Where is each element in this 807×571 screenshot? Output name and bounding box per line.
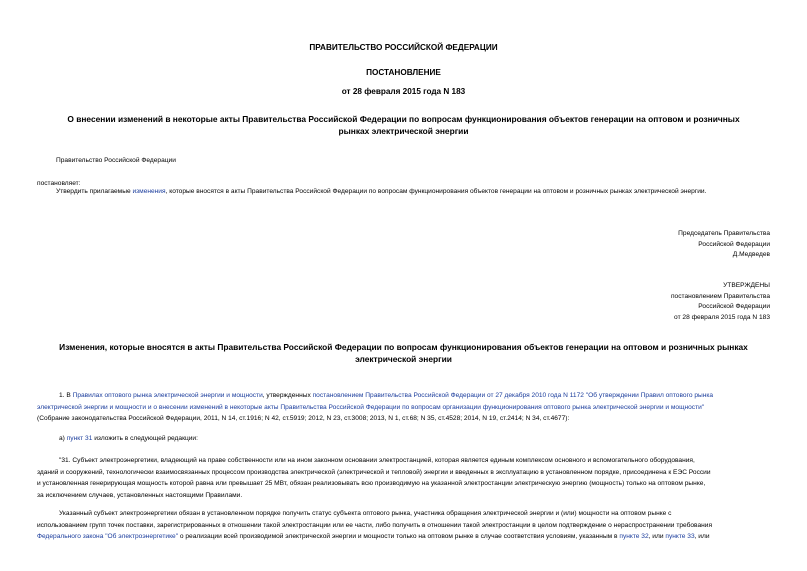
approved-block	[671, 281, 770, 323]
clause-32-link[interactable]: пункте 32	[619, 533, 649, 540]
item-1-suffix: (Собрание законодательства Российской Федерации, 2011, N 14, ст.1916; N 42, ст.5919; 2012, N 23, ст.3008; 2013, N 1, ст.68; N 35, ст.4528; 2014, N 19, ст.2414; N 34, ст.4677):	[37, 415, 570, 422]
approved-label: УТВЕРЖДЕНЫ	[723, 282, 770, 289]
quote-31	[37, 455, 770, 502]
clause-31-link[interactable]: пункт 31	[66, 435, 93, 442]
item-1-line1	[37, 390, 770, 402]
preamble-government: Правительство Российской Федерации	[56, 157, 176, 164]
preamble-approve	[56, 186, 786, 197]
clause-33-link[interactable]: пункте 33	[665, 533, 695, 540]
document-title-line1: О внесении изменений в некоторые акты Правительства Российской Федерации по вопросам функционирования объектов генерации на оптовом и розничных	[67, 114, 740, 124]
document-title-line2: рынках электрической энергии	[338, 126, 469, 136]
resolution-1172-link-cont[interactable]: электрической энергии и мощности и о внесении изменений в некоторые акты Правительства Российской Федерации по вопросам организации функционирования оптового рынка электрической энергии и мощности"	[37, 403, 705, 411]
paragraph-2-line3-mid: о реализации всей производимой электрической энергии и мощности только на оптовом рынке в случае соответствия условиям, указанным в	[179, 533, 618, 540]
signature-name: Д.Медведев	[732, 251, 770, 258]
item-1-prefix: 1. В	[59, 392, 71, 399]
approved-date: от 28 февраля 2015 года N 183	[674, 313, 770, 321]
item-1-mid: , утвержденных	[262, 392, 311, 399]
resolution-1172-link[interactable]: постановлением Правительства Российской Федерации от 27 декабря 2010 года N 1172 "Об утверждении Правил оптового рынка	[312, 392, 714, 399]
signature-position: Председатель Правительства	[678, 230, 770, 237]
quote-31-line2: зданий и сооружений, технологически взаимосвязанных процессом производства электрической (электрической и тепловой) энергии и введенных в эксплуатацию в установленном порядке, присоединена к ЕЭС России	[37, 468, 711, 476]
approved-country: Российской Федерации	[698, 303, 770, 310]
changes-title	[20, 341, 787, 365]
changes-title-line2: электрической энергии	[355, 354, 452, 364]
electricity-law-link[interactable]: Федерального закона "Об электроэнергетике"	[37, 533, 179, 540]
quote-31-line1: "31. Субъект электроэнергетики, владеющий на праве собственности или на ином законном основании электростанцией, которая является единым комплексом основного и вспомогательного оборудования,	[59, 457, 695, 464]
approve-suffix: , которые вносятся в акты Правительства Российской Федерации по вопросам функционирования объектов генерации на оптовом и розничных рынках электрической энергии.	[165, 188, 707, 195]
preamble-resolves: постановляет:	[37, 180, 81, 187]
date-number-heading: от 28 февраля 2015 года N 183	[341, 87, 466, 96]
item-a-prefix: а)	[59, 435, 65, 442]
item-1	[37, 390, 770, 425]
paragraph-2	[37, 508, 770, 543]
government-heading: ПРАВИТЕЛЬСТВО РОССИЙСКОЙ ФЕДЕРАЦИИ	[309, 43, 498, 52]
item-a-suffix: изложить в следующей редакции:	[94, 435, 198, 442]
paragraph-2-line2: использованием групп точек поставки, зарегистрированных в отношении такой электростанции или ее части, либо получить в отношении такой электростанции в целом подтверждение о нераспространении требования	[37, 521, 713, 529]
quote-31-line3: и установленная генерирующая мощность которой равна или превышает 25 МВт, обязан реализовывать всю производимую на указанной электростанции электрическую энергию (мощность) только на оптовом рынке,	[37, 480, 706, 488]
approve-prefix: Утвердить прилагаемые	[56, 188, 131, 195]
document-title	[20, 113, 787, 137]
changes-title-line1: Изменения, которые вносятся в акты Правительства Российской Федерации по вопросам функционирования объектов генерации на оптовом и розничных рынках	[59, 342, 748, 352]
doc-type-heading: ПОСТАНОВЛЕНИЕ	[366, 68, 441, 77]
approved-by: постановлением Правительства	[670, 292, 770, 300]
paragraph-2-or: , или	[648, 533, 664, 540]
changes-link[interactable]: изменения	[132, 188, 166, 195]
paragraph-2-line3	[37, 531, 770, 543]
item-a	[59, 433, 198, 444]
paragraph-2-line1: Указанный субъект электроэнергетики обязан в установленном порядке получить статус субъекта оптового рынка, участника обращения электрической энергии и (или) мощности на оптовом рынке с	[59, 510, 672, 517]
paragraph-2-end: , или	[694, 533, 710, 540]
signature-block	[678, 229, 770, 261]
signature-country: Российской Федерации	[698, 240, 770, 248]
wholesale-rules-link[interactable]: Правилах оптового рынка электрической энергии и мощности	[72, 392, 263, 399]
quote-31-line4: за исключением случаев, установленных настоящими Правилами.	[37, 492, 243, 500]
